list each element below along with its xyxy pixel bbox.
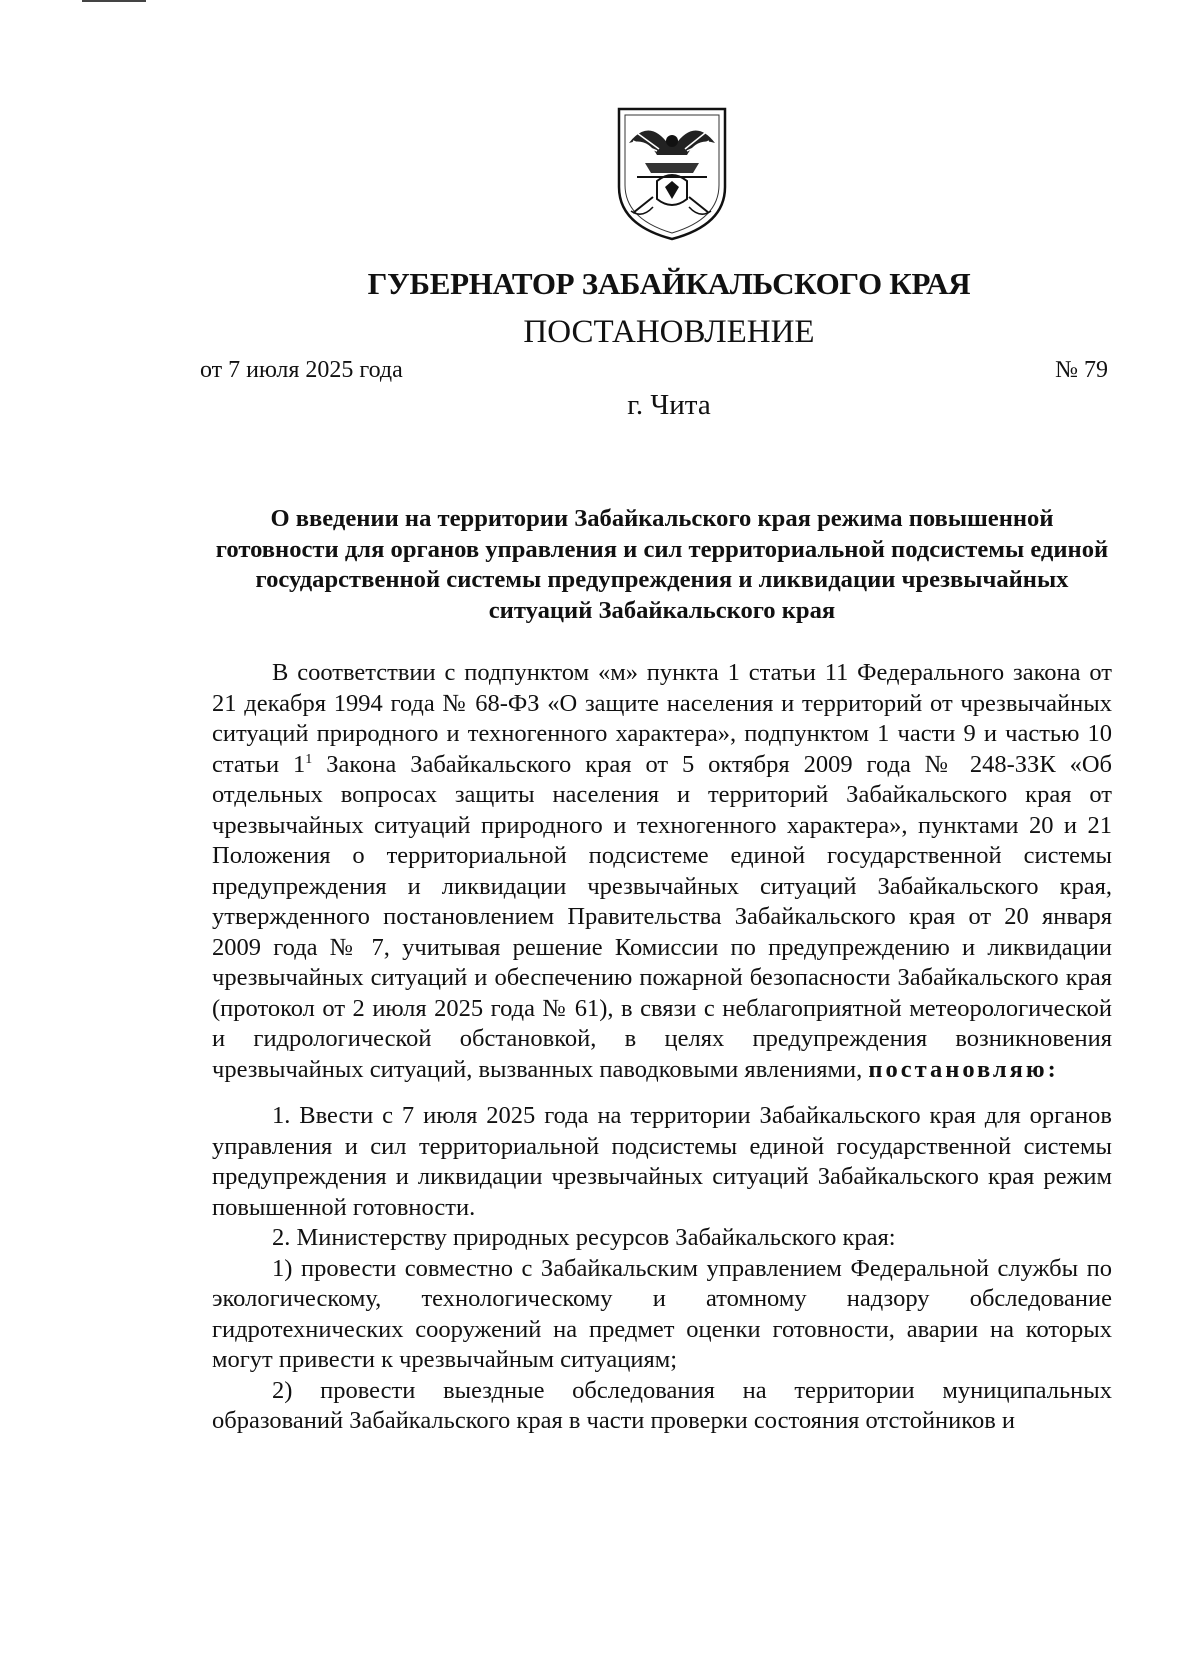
document-body: [212, 658, 1112, 1437]
clause-1: 1. Ввести с 7 июля 2025 года на территории Забайкальского края для органов управления и сил территориальной подсистемы единой государственной системы предупреждения и ликвидации чрезвычайных ситуаций Забайкальского края режим повышенной готовности.: [212, 1102, 1112, 1221]
document-city: г. Чита: [627, 389, 711, 421]
scan-corner-mark: [82, 0, 146, 2]
document-date: от 7 июля 2025 года: [200, 357, 403, 383]
preamble-paragraph: [212, 658, 1112, 1085]
resolve-word: постановляю:: [868, 1055, 1059, 1083]
issuing-authority: ГУБЕРНАТОР ЗАБАЙКАЛЬСКОГО КРАЯ: [367, 266, 971, 301]
document-title: О введении на территории Забайкальского края режима повышенной готовности для органов управления и сил территориальной подсистемы единой государственной системы предупреждения и ликвидации чрезвычайных ситуаций Забайкальского края: [215, 505, 1109, 624]
clause-2-1: 1) провести совместно с Забайкальским управлением Федеральной службы по экологическому, технологическому и атомному надзору обследование гидротехнических сооружений на предмет оценки готовности, аварии на которых могут привести к чрезвычайным ситуациям;: [212, 1254, 1112, 1373]
preamble-superscript: 1: [305, 751, 313, 767]
coat-of-arms-icon: [597, 103, 745, 243]
preamble-text-part1: В соответствии с подпунктом «м» пункта 1 статьи 11 Федерального закона от 21 декабря 1994 года № 68-ФЗ «О защите населения и территорий от чрезвычайных ситуаций природного и техногенного характера», подпунктом 1 части 9 и частью 10 статьи 1: [212, 659, 1112, 778]
document-number: № 79: [1055, 357, 1108, 383]
clause-2-2: 2) провести выездные обследования на территории муниципальных образований Забайкальского края в части проверки состояния отстойников и: [212, 1376, 1112, 1434]
preamble-text-part2: Закона Забайкальского края от 5 октября 2009 года № 248-ЗЗК «Об отдельных вопросах защиты населения и территорий Забайкальского края от чрезвычайных ситуаций природного и техногенного характера», пунктами 20 и 21 Положения о территориальной подсистеме единой государственной системы предупреждения и ликвидации чрезвычайных ситуаций Забайкальского края, утвержденного постановлением Правительства Забайкальского края от 20 января 2009 года № 7, учитывая решение Комиссии по предупреждению и ликвидации чрезвычайных ситуаций и обеспечению пожарной безопасности Забайкальского края (протокол от 2 июля 2025 года № 61), в связи с неблагоприятной метеорологической и гидрологической обстановкой, в целях предупреждения возникновения чрезвычайных ситуаций, вызванных паводковыми явлениями,: [212, 750, 1112, 1083]
document-type: ПОСТАНОВЛЕНИЕ: [523, 314, 815, 350]
clause-2: 2. Министерству природных ресурсов Забайкальского края:: [272, 1224, 896, 1251]
